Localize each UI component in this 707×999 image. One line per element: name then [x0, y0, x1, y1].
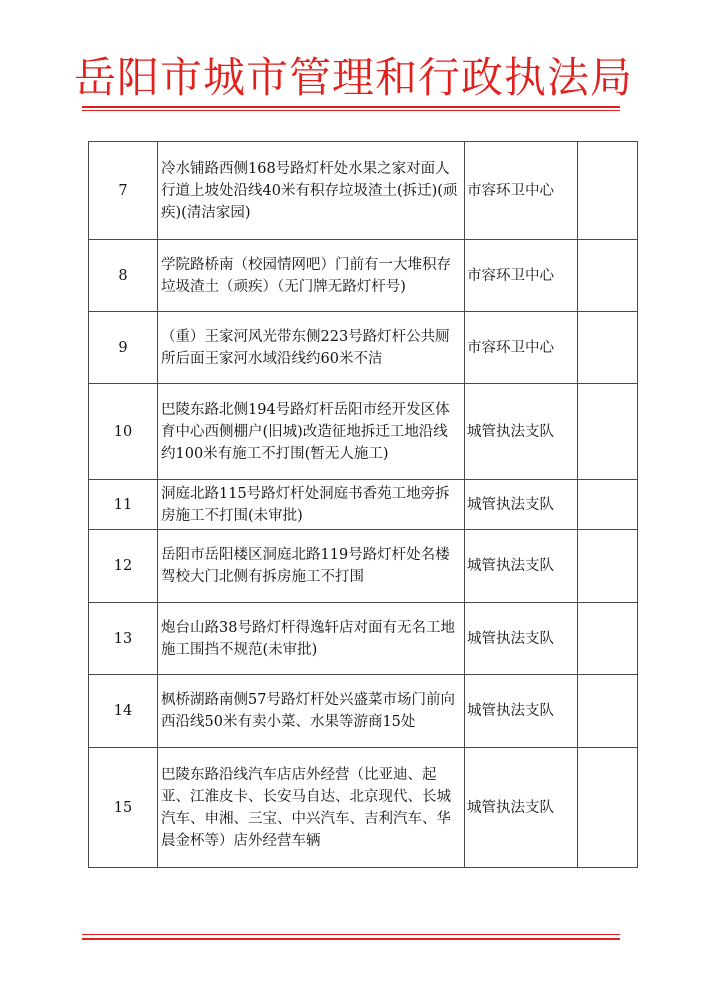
row-number: 8 [89, 240, 158, 312]
row-note [578, 480, 638, 530]
row-number: 14 [89, 675, 158, 748]
header-rule-thin [82, 110, 620, 111]
row-note [578, 240, 638, 312]
row-number: 10 [89, 384, 158, 480]
row-description: 学院路桥南（校园情网吧）门前有一大堆积存垃圾渣土（顽疾）（无门牌无路灯杆号) [158, 240, 465, 312]
row-note [578, 142, 638, 240]
row-unit: 城管执法支队 [465, 530, 578, 603]
row-description: 巴陵东路北侧194号路灯杆岳阳市经开发区体育中心西侧棚户(旧城)改造征地拆迁工地沿线约100米有施工不打围(暂无人施工) [158, 384, 465, 480]
table-row [89, 480, 638, 530]
row-description: 巴陵东路沿线汽车店店外经营（比亚迪、起亚、江淮皮卡、长安马自达、北京现代、长城汽车、申湘、三宝、中兴汽车、吉利汽车、华晨金杯等）店外经营车辆 [158, 748, 465, 868]
row-note [578, 530, 638, 603]
row-note [578, 748, 638, 868]
row-description: 枫桥湖路南侧57号路灯杆处兴盛菜市场门前向西沿线50米有卖小菜、水果等游商15处 [158, 675, 465, 748]
row-unit: 市容环卫中心 [465, 142, 578, 240]
row-unit: 城管执法支队 [465, 480, 578, 530]
table-row [89, 240, 638, 312]
row-description: 洞庭北路115号路灯杆处洞庭书香苑工地旁拆房施工不打围(未审批) [158, 480, 465, 530]
row-number: 7 [89, 142, 158, 240]
row-note [578, 384, 638, 480]
table-row [89, 312, 638, 384]
table-row [89, 603, 638, 675]
row-unit: 城管执法支队 [465, 675, 578, 748]
footer-rule-thick [82, 938, 620, 940]
row-unit: 城管执法支队 [465, 603, 578, 675]
page-title: 岳阳市城市管理和行政执法局 [73, 53, 633, 102]
row-unit: 市容环卫中心 [465, 240, 578, 312]
table-row [89, 530, 638, 603]
row-note [578, 603, 638, 675]
row-note [578, 675, 638, 748]
task-table [88, 141, 638, 868]
row-number: 12 [89, 530, 158, 603]
row-number: 9 [89, 312, 158, 384]
row-description: 冷水铺路西侧168号路灯杆处水果之家对面人行道上坡处沿线40米有积存垃圾渣土(拆迁)(顽疾)(清洁家园) [158, 142, 465, 240]
table-row [89, 384, 638, 480]
row-unit: 城管执法支队 [465, 384, 578, 480]
row-number: 11 [89, 480, 158, 530]
row-number: 15 [89, 748, 158, 868]
row-description: 炮台山路38号路灯杆得逸轩店对面有无名工地施工围挡不规范(未审批) [158, 603, 465, 675]
header-rule-thick [82, 106, 620, 108]
row-note [578, 312, 638, 384]
row-number: 13 [89, 603, 158, 675]
table-row [89, 748, 638, 868]
footer-rule-thin [82, 934, 620, 935]
row-description: 岳阳市岳阳楼区洞庭北路119号路灯杆处名楼驾校大门北侧有拆房施工不打围 [158, 530, 465, 603]
table-row [89, 142, 638, 240]
row-description: （重）王家河风光带东侧223号路灯杆公共厕所后面王家河水域沿线约60米不洁 [158, 312, 465, 384]
row-unit: 城管执法支队 [465, 748, 578, 868]
row-unit: 市容环卫中心 [465, 312, 578, 384]
table-row [89, 675, 638, 748]
